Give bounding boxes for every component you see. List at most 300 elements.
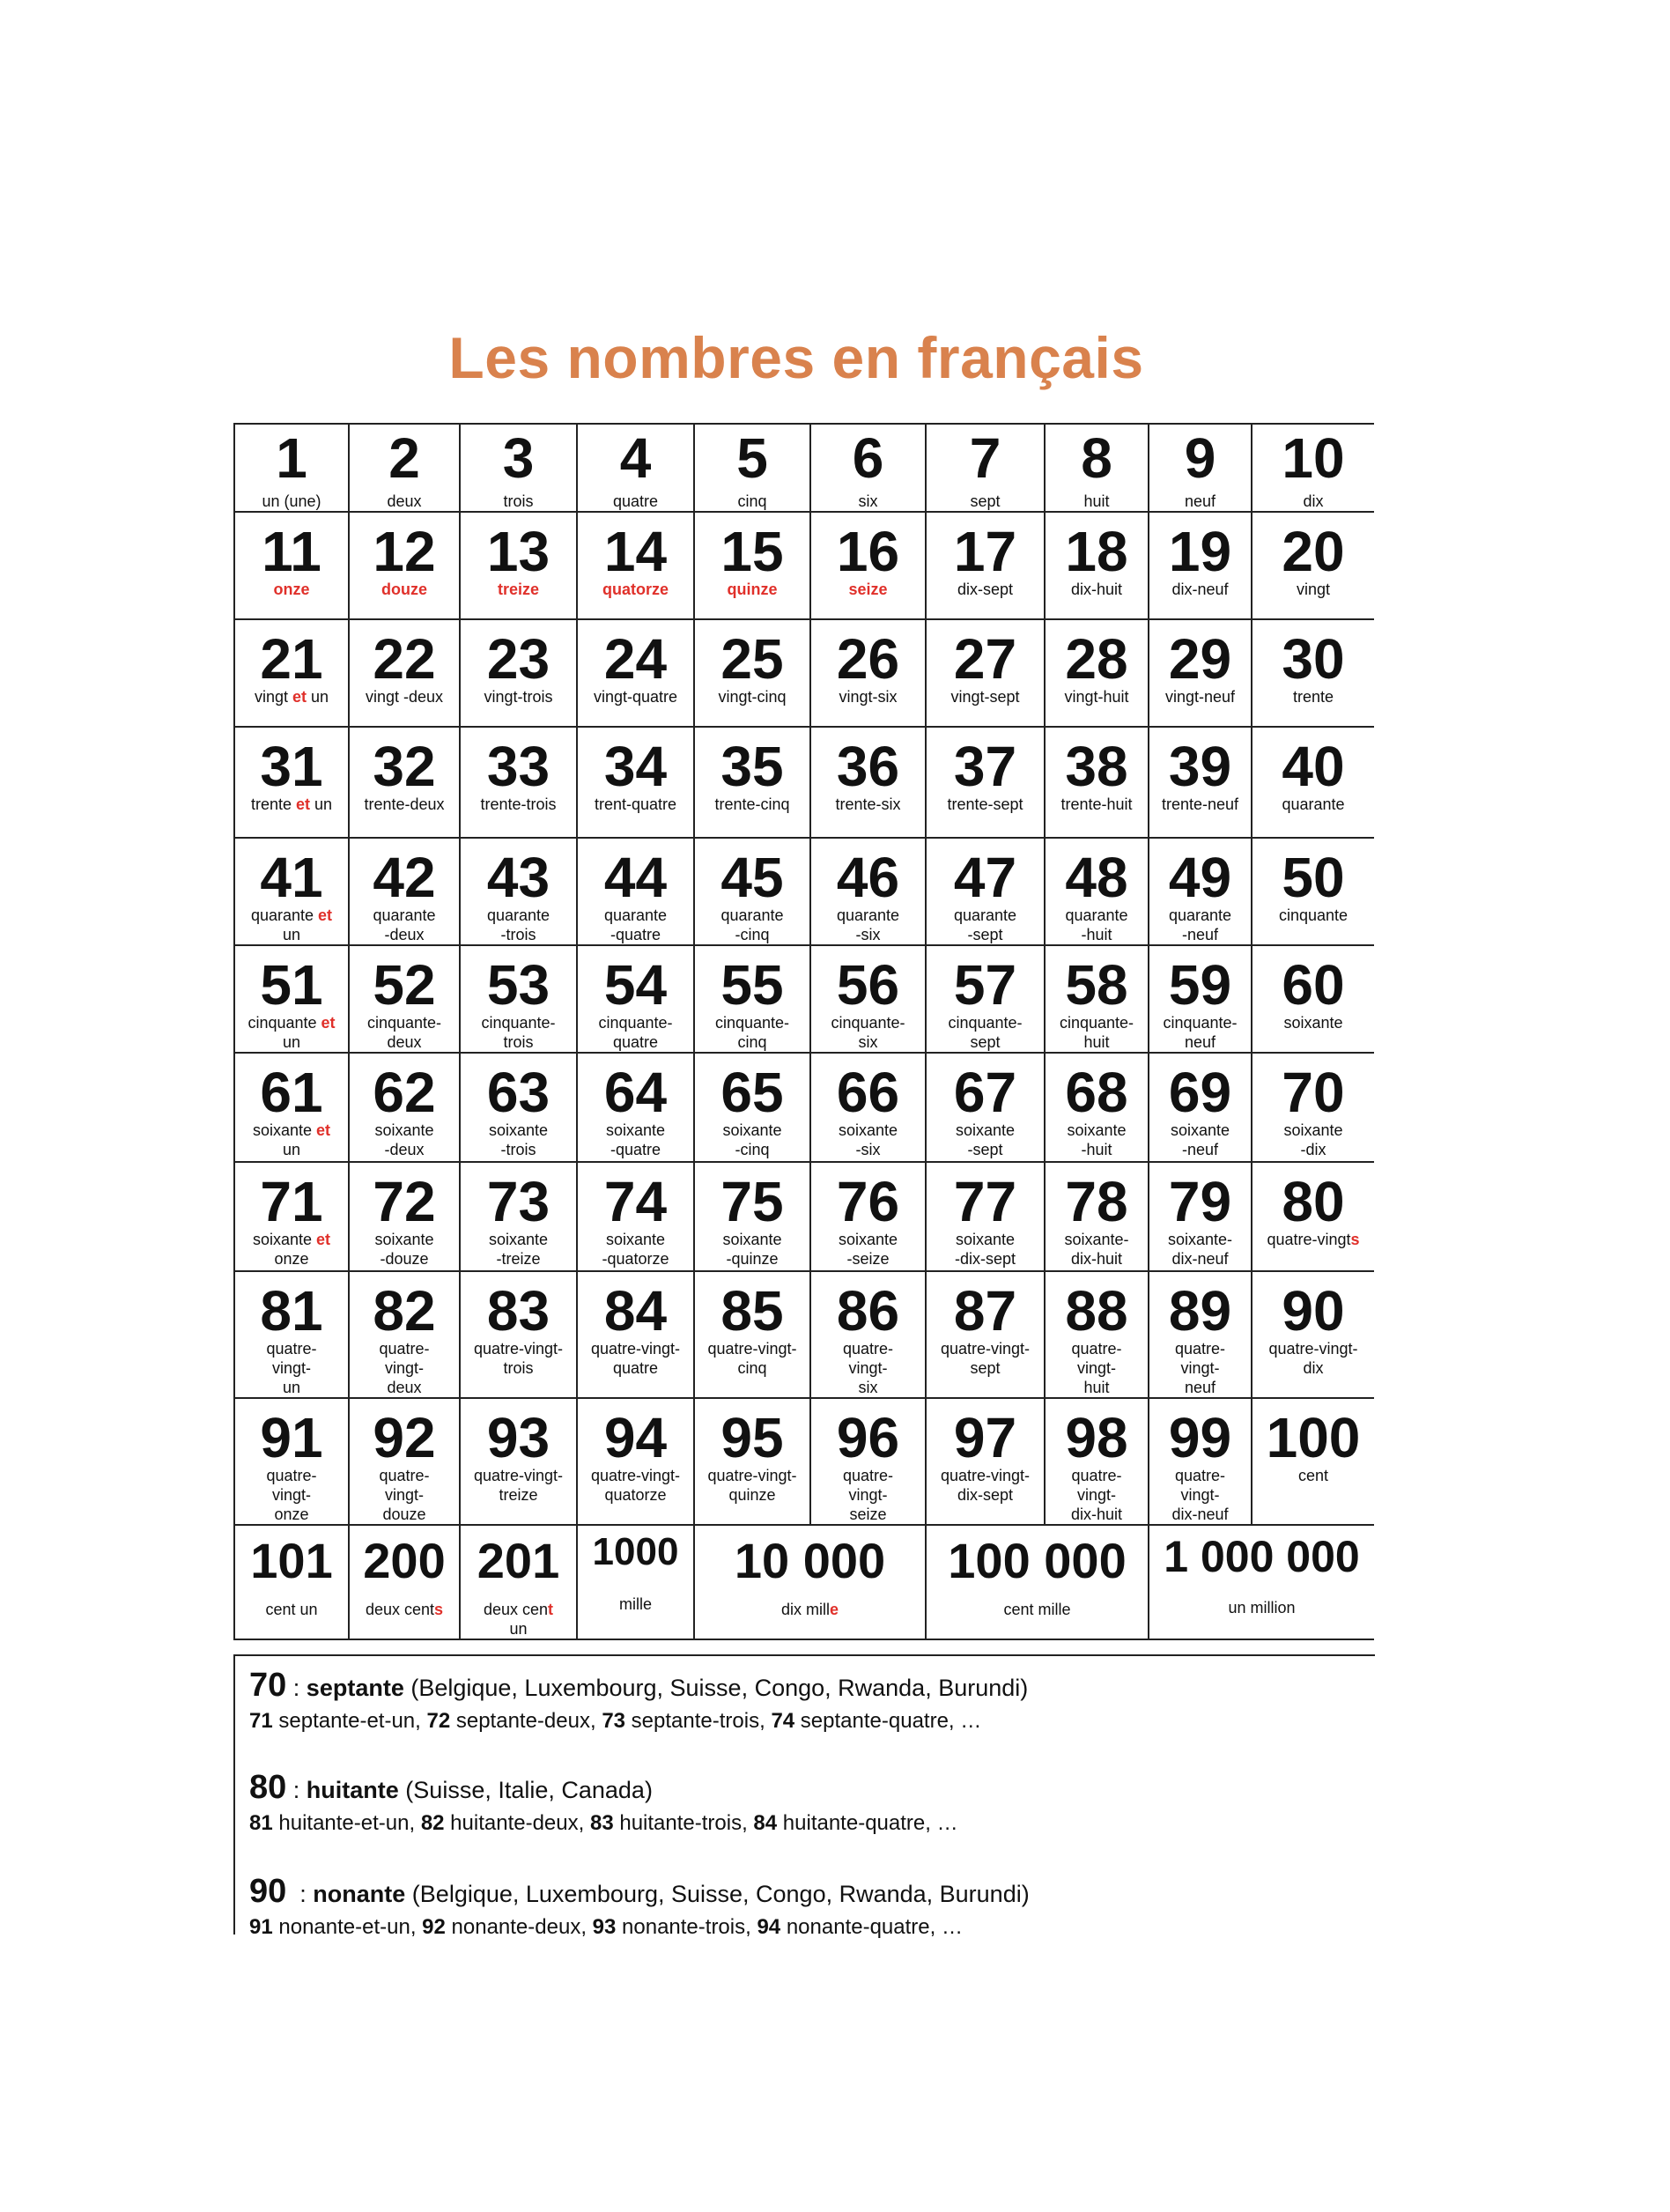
number-cell	[1045, 424, 1149, 512]
number-word	[350, 1600, 459, 1619]
number-cell	[694, 1162, 810, 1271]
number-word: soixante et onze	[252, 1231, 331, 1268]
number-word: quarante	[1282, 795, 1345, 813]
number-word: quarante -quatre	[603, 906, 668, 943]
number-row	[234, 838, 1374, 945]
note-examples: 71 septante-et-un, 72 septante-deux, 73 septante-trois, 74 septante-quatre, …	[249, 1709, 982, 1733]
number-word: dix-neuf	[1171, 581, 1229, 598]
number-word: douze	[381, 581, 427, 598]
number-cell	[1252, 619, 1374, 727]
number-cell	[349, 838, 460, 945]
number-digits: 16	[836, 520, 900, 583]
number-digits: 88	[1065, 1279, 1128, 1343]
number-word: dix	[1303, 492, 1324, 510]
number-word: quatre	[612, 492, 659, 510]
number-word: quarante et un	[250, 906, 333, 943]
number-cell	[1149, 727, 1252, 838]
number-cell	[694, 424, 810, 512]
number-cell	[926, 727, 1045, 838]
number-digits: 30	[1282, 627, 1345, 691]
number-word: quatre- vingt- neuf	[1174, 1340, 1226, 1396]
number-cell	[1149, 1162, 1252, 1271]
number-digits: 14	[603, 520, 668, 583]
number-digits: 72	[373, 1170, 436, 1233]
number-digits: 34	[603, 735, 668, 798]
number-digits: 44	[603, 846, 668, 909]
number-word: vingt et un	[254, 688, 329, 706]
number-word: cinquante- huit	[1059, 1014, 1134, 1051]
number-word: quatre- vingt- dix-neuf	[1171, 1467, 1229, 1523]
number-row	[234, 619, 1374, 727]
number-digits: 69	[1168, 1061, 1232, 1124]
number-word: cinquante- six	[831, 1014, 905, 1051]
number-word: quatre- vingt- un	[266, 1340, 317, 1396]
number-cell	[577, 1271, 694, 1398]
number-digits: 19	[1168, 520, 1232, 583]
number-digits: 92	[373, 1406, 436, 1469]
number-word: deux	[387, 492, 422, 510]
number-cell	[234, 1053, 349, 1162]
number-digits: 52	[373, 953, 436, 1017]
number-word: soixante -quatre	[605, 1121, 666, 1158]
number-cell	[1252, 945, 1374, 1053]
number-cell	[577, 1162, 694, 1271]
number-cell	[1045, 1398, 1149, 1525]
number-digits: 62	[373, 1061, 436, 1124]
number-word: soixante -neuf	[1170, 1121, 1230, 1158]
number-digits: 84	[603, 1279, 668, 1343]
number-cell	[1045, 1053, 1149, 1162]
number-cell	[577, 945, 694, 1053]
number-word: quatre- vingt- huit	[1071, 1340, 1122, 1396]
word-highlight: t	[548, 1601, 554, 1618]
word-part: un	[509, 1620, 528, 1638]
number-word: treize	[497, 581, 540, 598]
number-word: quarante -neuf	[1168, 906, 1232, 943]
number-digits: 43	[486, 846, 551, 909]
number-digits: 1	[276, 426, 307, 490]
number-cell	[577, 424, 694, 512]
number-word: un (une)	[262, 492, 321, 510]
number-cell	[1149, 1053, 1252, 1162]
number-cell	[1045, 1271, 1149, 1398]
number-digits: 10 000	[734, 1533, 886, 1588]
number-word: soixante -dix-sept	[954, 1231, 1016, 1268]
number-cell	[577, 1053, 694, 1162]
note-70	[249, 1668, 1028, 1734]
number-digits: 97	[953, 1406, 1017, 1469]
number-digits: 23	[486, 627, 551, 691]
number-word: cinquante	[1278, 906, 1349, 924]
number-digits: 27	[953, 627, 1017, 691]
number-cell	[1149, 1271, 1252, 1398]
number-row	[234, 512, 1374, 619]
number-word: soixante et un	[252, 1121, 331, 1158]
number-digits: 98	[1065, 1406, 1128, 1469]
number-cell	[349, 619, 460, 727]
number-word: trente-sept	[947, 795, 1023, 813]
number-word: soixante -sept	[955, 1121, 1016, 1158]
note-colon: :	[286, 1777, 307, 1803]
number-digits: 38	[1065, 735, 1128, 798]
number-cell	[926, 1271, 1045, 1398]
number-cell	[577, 1398, 694, 1525]
note-word: huitante	[306, 1777, 399, 1803]
number-cell	[1045, 727, 1149, 838]
number-digits: 74	[603, 1170, 668, 1233]
number-word	[461, 1600, 576, 1639]
number-word: cinquante- sept	[948, 1014, 1023, 1051]
number-word: soixante- dix-neuf	[1167, 1231, 1233, 1268]
number-cell	[460, 838, 577, 945]
number-digits: 66	[836, 1061, 900, 1124]
number-digits: 26	[836, 627, 900, 691]
number-cell	[349, 424, 460, 512]
number-word: cinquante- cinq	[714, 1014, 790, 1051]
number-cell	[234, 727, 349, 838]
number-word: soixante -dix	[1283, 1121, 1343, 1158]
number-word: quatre- vingt- douze	[379, 1467, 430, 1523]
number-word: quatre-vingt- dix-sept	[940, 1467, 1031, 1504]
number-word: huit	[1083, 492, 1110, 510]
number-digits: 73	[486, 1170, 551, 1233]
number-cell	[577, 1525, 694, 1639]
number-word: soixante -quinze	[722, 1231, 782, 1268]
number-cell	[460, 945, 577, 1053]
number-cell	[577, 619, 694, 727]
number-word: quarante -cinq	[720, 906, 784, 943]
number-digits: 41	[260, 846, 323, 909]
number-digits: 24	[603, 627, 668, 691]
number-digits: 55	[720, 953, 784, 1017]
number-digits: 90	[1282, 1279, 1345, 1343]
number-word: cent mille	[1003, 1601, 1071, 1618]
note-countries: (Belgique, Luxembourg, Suisse, Congo, Rwanda, Burundi)	[405, 1881, 1030, 1907]
number-digits: 13	[486, 520, 551, 583]
number-cell	[1149, 512, 1252, 619]
number-word	[695, 1600, 925, 1619]
number-cell	[810, 424, 926, 512]
number-cell	[694, 945, 810, 1053]
number-digits: 21	[260, 627, 323, 691]
number-cell	[1252, 424, 1374, 512]
number-digits: 77	[953, 1170, 1017, 1233]
number-word: onze	[273, 581, 310, 598]
number-digits: 60	[1282, 953, 1345, 1017]
number-digits: 29	[1168, 627, 1232, 691]
number-word: quinze	[727, 581, 778, 598]
number-word: soixante -douze	[374, 1231, 434, 1268]
number-word: soixante -trois	[488, 1121, 549, 1158]
number-digits: 2	[388, 426, 420, 490]
number-word: cinquante- deux	[366, 1014, 442, 1051]
number-word: vingt-six	[839, 688, 898, 706]
number-digits: 3	[502, 426, 535, 490]
number-cell	[460, 1162, 577, 1271]
note-number: 70	[249, 1667, 287, 1704]
number-cell	[926, 619, 1045, 727]
number-row	[234, 945, 1374, 1053]
number-word: soixante -quatorze	[602, 1231, 669, 1268]
number-digits: 15	[720, 520, 784, 583]
number-digits: 5	[736, 426, 768, 490]
number-cell	[810, 1162, 926, 1271]
number-word: vingt -deux	[365, 688, 444, 706]
number-digits: 18	[1065, 520, 1128, 583]
number-digits: 36	[836, 735, 900, 798]
number-cell	[234, 512, 349, 619]
regional-notes	[233, 1654, 1375, 1939]
number-cell	[810, 945, 926, 1053]
number-cell	[460, 424, 577, 512]
number-cell	[349, 1525, 460, 1639]
number-digits: 86	[836, 1279, 900, 1343]
number-cell	[810, 838, 926, 945]
number-cell	[926, 424, 1045, 512]
note-examples: 91 nonante-et-un, 92 nonante-deux, 93 nonante-trois, 94 nonante-quatre, …	[249, 1915, 963, 1939]
number-digits: 76	[836, 1170, 900, 1233]
number-digits: 100	[1266, 1406, 1361, 1469]
number-digits: 51	[260, 953, 323, 1017]
number-digits: 47	[953, 846, 1017, 909]
number-cell	[810, 1053, 926, 1162]
number-cell	[234, 838, 349, 945]
word-part: dix mill	[780, 1601, 830, 1618]
number-cell	[460, 1398, 577, 1525]
number-word: sept	[970, 492, 1001, 510]
number-word: cinquante- trois	[481, 1014, 556, 1051]
number-digits: 32	[373, 735, 436, 798]
number-cell	[1045, 619, 1149, 727]
number-word: dix-huit	[1070, 581, 1123, 598]
number-digits: 56	[836, 953, 900, 1017]
number-digits: 57	[953, 953, 1017, 1017]
number-digits: 70	[1282, 1061, 1345, 1124]
number-digits: 48	[1065, 846, 1128, 909]
number-digits: 35	[720, 735, 784, 798]
number-cell	[694, 1398, 810, 1525]
number-digits: 7	[969, 426, 1001, 490]
number-digits: 65	[720, 1061, 784, 1124]
word-highlight: e	[830, 1601, 839, 1618]
number-cell	[926, 512, 1045, 619]
number-row	[234, 1271, 1374, 1398]
number-word: quatre-vingt- cinq	[707, 1340, 797, 1377]
number-cell	[694, 619, 810, 727]
number-word: trente	[1292, 688, 1334, 706]
number-digits: 42	[373, 846, 436, 909]
note-colon: :	[286, 1881, 314, 1907]
number-digits: 8	[1081, 426, 1112, 490]
numbers-table	[233, 423, 1374, 1640]
number-word: mille	[618, 1595, 652, 1613]
number-word: vingt-cinq	[718, 688, 787, 706]
number-cell	[349, 1398, 460, 1525]
number-digits: 75	[720, 1170, 784, 1233]
number-digits: 100 000	[948, 1533, 1127, 1588]
number-digits: 64	[603, 1061, 668, 1124]
number-word: quatre- vingt- onze	[266, 1467, 317, 1523]
word-part: deux cent	[365, 1601, 435, 1618]
number-cell	[234, 1525, 349, 1639]
number-digits: 78	[1065, 1170, 1128, 1233]
number-digits: 45	[720, 846, 784, 909]
number-digits: 22	[373, 627, 436, 691]
number-digits: 1 000 000	[1164, 1532, 1360, 1581]
number-cell	[234, 1398, 349, 1525]
number-row	[234, 727, 1374, 838]
number-digits: 53	[486, 953, 551, 1017]
number-cell	[460, 512, 577, 619]
number-word: soixante -treize	[488, 1231, 549, 1268]
number-word: six	[858, 492, 878, 510]
note-countries: (Suisse, Italie, Canada)	[398, 1777, 653, 1803]
note-countries: (Belgique, Luxembourg, Suisse, Congo, Rwanda, Burundi)	[403, 1675, 1029, 1701]
number-cell	[234, 619, 349, 727]
number-digits: 54	[603, 953, 668, 1017]
number-word: quatre-vingt- quatre	[590, 1340, 681, 1377]
number-word: trente-six	[835, 795, 901, 813]
number-word: quarante -deux	[373, 906, 436, 943]
number-digits: 67	[953, 1061, 1017, 1124]
number-cell	[1149, 619, 1252, 727]
number-word: cent un	[265, 1601, 318, 1618]
page-title: Les nombres en français	[448, 325, 1144, 390]
number-word: quatre-vingt- trois	[473, 1340, 564, 1377]
number-word: neuf	[1184, 492, 1216, 510]
number-word: quatre-vingt- sept	[940, 1340, 1031, 1377]
number-digits: 68	[1065, 1061, 1128, 1124]
number-word: seize	[848, 581, 888, 598]
number-cell	[810, 1271, 926, 1398]
number-word: quatre- vingt- six	[842, 1340, 894, 1396]
note-heading	[249, 1668, 1028, 1702]
number-digits: 10	[1282, 426, 1345, 490]
number-digits: 91	[260, 1406, 323, 1469]
number-digits: 94	[603, 1406, 668, 1469]
number-digits: 83	[486, 1279, 551, 1343]
number-cell	[810, 1398, 926, 1525]
number-word: cent	[1297, 1467, 1329, 1484]
note-word: nonante	[313, 1881, 406, 1907]
number-cell	[926, 1053, 1045, 1162]
number-cell	[460, 1053, 577, 1162]
note-word: septante	[306, 1675, 404, 1701]
number-word: vingt-huit	[1064, 688, 1129, 706]
number-word: soixante- dix-huit	[1064, 1231, 1129, 1268]
number-word: quarante -six	[836, 906, 900, 943]
note-90	[249, 1875, 1030, 1940]
number-digits: 50	[1282, 846, 1345, 909]
number-cell	[926, 945, 1045, 1053]
number-cell	[460, 727, 577, 838]
note-number: 80	[249, 1769, 287, 1806]
number-row	[234, 1162, 1374, 1271]
number-word: trente-trois	[480, 795, 557, 813]
number-digits: 101	[250, 1533, 333, 1588]
number-word: vingt-neuf	[1164, 688, 1236, 706]
number-word: vingt-trois	[484, 688, 553, 706]
number-word: trente-neuf	[1161, 795, 1239, 813]
number-cell	[460, 619, 577, 727]
number-cell	[810, 619, 926, 727]
number-cell	[1045, 945, 1149, 1053]
number-digits: 59	[1168, 953, 1232, 1017]
number-cell	[234, 1162, 349, 1271]
number-word: quarante -trois	[486, 906, 551, 943]
note-heading	[249, 1875, 1030, 1908]
number-cell	[1252, 1271, 1374, 1398]
number-digits: 37	[953, 735, 1017, 798]
number-cell	[349, 1162, 460, 1271]
number-cell	[234, 424, 349, 512]
number-cell	[234, 945, 349, 1053]
number-digits: 17	[953, 520, 1017, 583]
number-cell	[1149, 838, 1252, 945]
number-cell	[694, 1271, 810, 1398]
number-digits: 40	[1282, 735, 1345, 798]
number-word: soixante -seize	[838, 1231, 898, 1268]
number-word: quatre- vingt- deux	[379, 1340, 430, 1396]
number-word: quatre- vingt- seize	[842, 1467, 894, 1523]
number-cell	[810, 727, 926, 838]
number-cell	[1252, 838, 1374, 945]
number-cell	[577, 512, 694, 619]
number-word: cinquante et un	[248, 1014, 336, 1051]
number-digits: 11	[262, 520, 321, 583]
number-cell	[1045, 838, 1149, 945]
number-cell	[810, 512, 926, 619]
number-cell	[1252, 727, 1374, 838]
number-digits: 63	[486, 1061, 551, 1124]
number-word: trente-huit	[1060, 795, 1133, 813]
number-digits: 200	[363, 1533, 446, 1588]
number-cell	[1149, 1525, 1374, 1639]
number-row	[234, 424, 1374, 512]
number-digits: 71	[260, 1170, 323, 1233]
number-digits: 12	[373, 520, 436, 583]
number-cell	[234, 1271, 349, 1398]
number-digits: 61	[260, 1061, 323, 1124]
number-word: quatre-vingts	[1267, 1231, 1360, 1248]
number-digits: 4	[619, 426, 652, 490]
number-cell	[1252, 1162, 1374, 1271]
number-word: cinquante- neuf	[1163, 1014, 1238, 1051]
note-number: 90	[249, 1873, 287, 1910]
number-digits: 25	[720, 627, 784, 691]
number-cell	[694, 727, 810, 838]
number-word: soixante -cinq	[722, 1121, 782, 1158]
number-word: cinquante- quatre	[598, 1014, 673, 1051]
number-cell	[926, 1398, 1045, 1525]
number-cell	[694, 512, 810, 619]
number-digits: 96	[836, 1406, 900, 1469]
number-cell	[1252, 1053, 1374, 1162]
number-cell	[1149, 424, 1252, 512]
number-word: quatre-vingt- treize	[473, 1467, 564, 1504]
number-word: quatre-vingt- quinze	[707, 1467, 797, 1504]
number-cell	[349, 727, 460, 838]
number-row	[234, 1053, 1374, 1162]
number-word: dix-sept	[957, 581, 1014, 598]
number-digits: 28	[1065, 627, 1128, 691]
number-digits: 49	[1168, 846, 1232, 909]
number-cell	[694, 1525, 926, 1639]
word-highlight: s	[434, 1601, 444, 1618]
number-word: quarante -huit	[1065, 906, 1128, 943]
number-word: quatre-vingt- quatorze	[590, 1467, 681, 1504]
number-word: trent-quatre	[594, 795, 677, 813]
